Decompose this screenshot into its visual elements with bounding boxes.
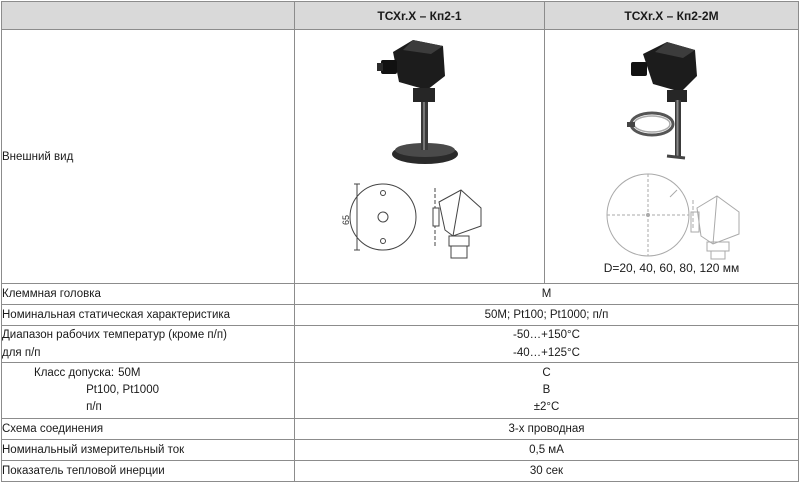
sensor-kp2-1-picture (295, 30, 545, 283)
nsh-label: Номинальная статическая характеристика (2, 305, 295, 326)
flange-dimension-label: 65 (341, 214, 351, 226)
appearance-kp2-2m (545, 30, 799, 284)
inertia-value: 30 сек (295, 461, 799, 482)
flange-drawing (350, 184, 481, 258)
range-value (295, 326, 799, 363)
tolerance-sensor-50m: 50М (118, 367, 141, 379)
range-label-line1: Диапазон рабочих температур (кроме п/п) (2, 329, 227, 341)
range-label (2, 326, 295, 363)
tolerance-value (295, 363, 799, 419)
header-row (2, 2, 799, 30)
range-value-line1: -50…+150°С (513, 329, 580, 341)
current-row (2, 440, 799, 461)
terminal-head-row (2, 284, 799, 305)
tolerance-value-1: С (542, 367, 551, 379)
tolerance-sensor-pp: п/п (86, 401, 102, 413)
appearance-kp2-1 (295, 30, 545, 284)
scheme-row (2, 419, 799, 440)
tolerance-value-2: В (542, 384, 551, 396)
spec-table (1, 1, 799, 482)
range-value-line2: -40…+125°С (513, 347, 580, 359)
sensor-kp2-2m-picture (545, 30, 799, 283)
appearance-row (2, 30, 799, 284)
nsh-value: 50М; Pt100; Pt1000; п/п (295, 305, 799, 326)
range-row (2, 326, 799, 363)
appearance-label: Внешний вид (2, 30, 295, 284)
scheme-value: 3-х проводная (295, 419, 799, 440)
tolerance-label (2, 363, 295, 419)
tolerance-sensor-pt: Pt100, Pt1000 (86, 384, 159, 396)
current-label: Номинальный измерительный ток (2, 440, 295, 461)
terminal-head-value: М (295, 284, 799, 305)
header-model-kp2-2m: ТСХr.Х – Кп2-2М (545, 2, 799, 30)
range-label-line2: для п/п (2, 347, 41, 359)
clamp-drawing (607, 174, 739, 259)
diameter-caption: D=20, 40, 60, 80, 120 мм (603, 261, 740, 275)
tolerance-row (2, 363, 799, 419)
inertia-label: Показатель тепловой инерции (2, 461, 295, 482)
header-model-kp2-1: ТСХr.Х – Кп2-1 (295, 2, 545, 30)
terminal-head-label: Клеммная головка (2, 284, 295, 305)
tolerance-prefix: Класс допуска: (34, 367, 115, 379)
header-col1 (2, 2, 295, 30)
current-value: 0,5 мА (295, 440, 799, 461)
inertia-row (2, 461, 799, 482)
tolerance-value-3: ±2°С (533, 401, 560, 413)
nsh-row (2, 305, 799, 326)
scheme-label: Схема соединения (2, 419, 295, 440)
